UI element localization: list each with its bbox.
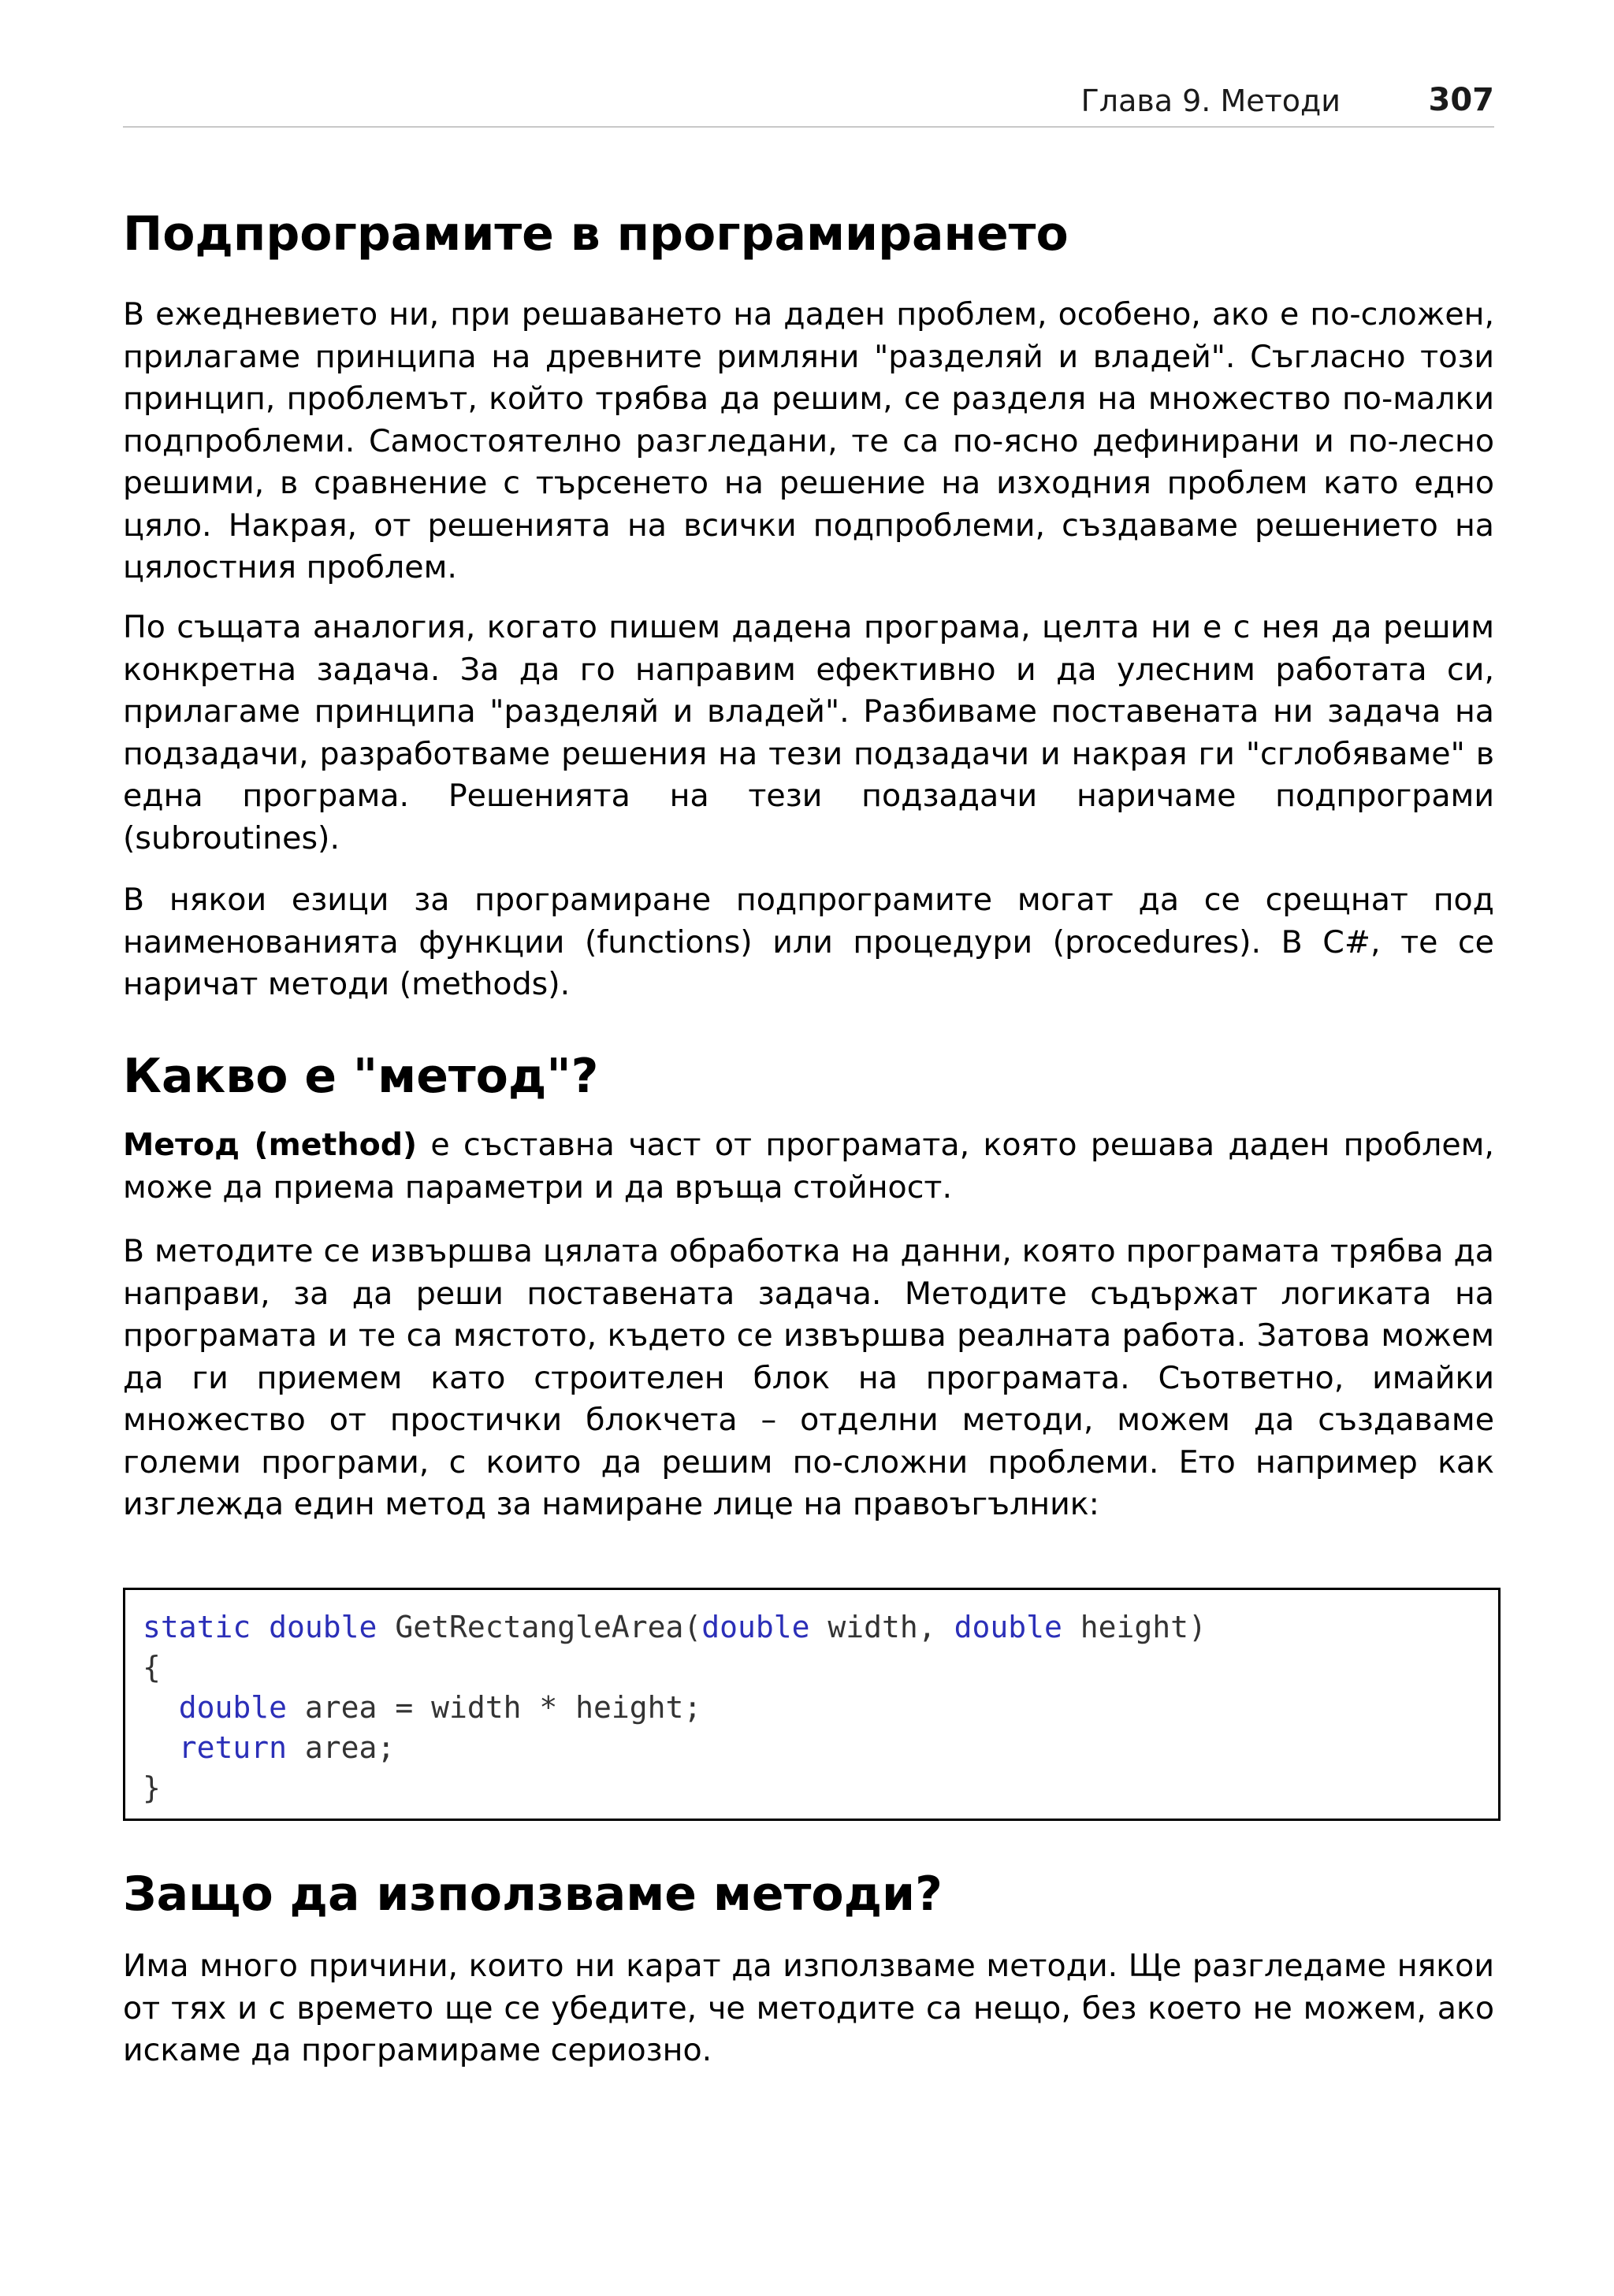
code-listing: static double GetRectangleArea(double width, double height) { double area = width * height; return area; } xyxy=(143,1610,1207,1805)
chapter-title: Глава 9. Методи xyxy=(1080,84,1341,118)
section-heading-why-methods: Защо да използваме методи? xyxy=(123,1867,943,1922)
section-heading-subroutines: Подпрограмите в програмирането xyxy=(123,206,1069,262)
definition-text: е съставна част от програмата, която решава даден проблем, може да приема параметри и да връща стойност. xyxy=(123,1127,1494,1206)
paragraph: По същата аналогия, когато пишем дадена програма, целта ни е с нея да решим конкретна задача. За да го направим ефективно и да улесним работата си, прилагаме принципа "разделяй и владей". Разбиваме поставената ни задача на подзадачи, разработваме решения на тези подзадачи и накрая ги "сглобяваме" в една програма. Решенията на тези подзадачи наричаме подпрограми (subroutines). xyxy=(123,609,1494,856)
code-block xyxy=(123,1588,1501,1821)
section-heading-what-is-method: Какво е "метод"? xyxy=(123,1049,599,1104)
paragraph: В ежедневието ни, при решаването на даден проблем, особено, ако е по-сложен, прилагаме принципа на древните римляни "разделяй и владей". Съгласно този принцип, проблемът, който трябва да решим, се разделя на множество по-малки подпроблеми. Самостоятелно разгледани, те са по-ясно дефинирани и по-лесно решими, в сравнение с търсенето на решение на изходния проблем като едно цяло. Накрая, от решенията на всички подпроблеми, създаваме решението на цялостния проблем. xyxy=(123,296,1494,585)
paragraph: Има много причини, които ни карат да използваме методи. Ще разгледаме някои от тях и с времето ще се убедите, че методите са нещо, без което не можем, ако искаме да програмираме сериозно. xyxy=(123,1948,1494,2068)
page-number: 307 xyxy=(1428,82,1494,118)
definition-paragraph xyxy=(123,1124,1494,1209)
definition-term: Метод (method) xyxy=(123,1127,418,1163)
page-header xyxy=(123,79,1494,128)
paragraph: В някои езици за програмиране подпрограмите могат да се срещнат под наименованията функции (functions) или процедури (procedures). В C#, те се наричат методи (methods). xyxy=(123,882,1494,1002)
paragraph: В методите се извършва цялата обработка на данни, която програмата трябва да направи, за да реши поставената задача. Методите съдържат логиката на програмата и те са мястото, където се извършва реалната работа. Затова можем да ги приемем като строителен блок на програмата. Съответно, имайки множество от простички блокчета – отделни методи, можем да създаваме големи програми, с които да решим по-сложни проблеми. Ето например как изглежда един метод за намиране лице на правоъгълник: xyxy=(123,1233,1494,1522)
